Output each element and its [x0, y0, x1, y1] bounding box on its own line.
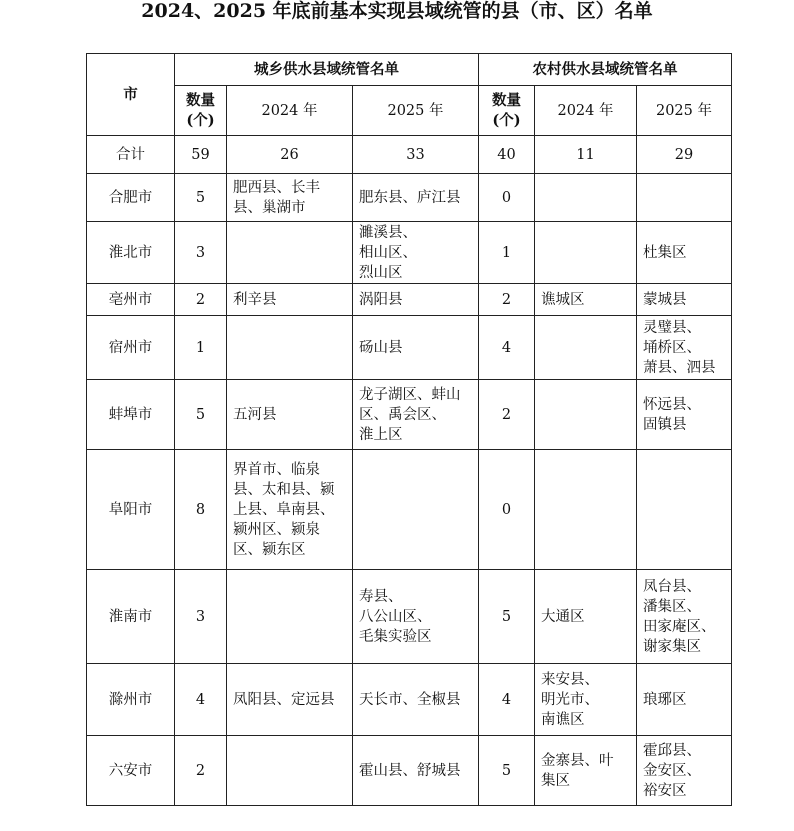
row-ur-2025: [353, 450, 479, 570]
row-city: 宿州市: [87, 316, 175, 380]
row-r-count: 5: [479, 736, 535, 806]
table-row: [87, 380, 732, 450]
table-row: [87, 570, 732, 664]
row-r-2024: [535, 174, 637, 222]
row-r-2025: 杜集区: [637, 222, 732, 284]
row-r-2024: 来安县、 明光市、 南谯区: [535, 664, 637, 736]
row-ur-2025: 涡阳县: [353, 284, 479, 316]
row-ur-2025: 天长市、全椒县: [353, 664, 479, 736]
total-ur-2025: 33: [353, 136, 479, 174]
row-r-2025: 怀远县、 固镇县: [637, 380, 732, 450]
row-ur-2024: 凤阳县、定远县: [227, 664, 353, 736]
row-r-count: 5: [479, 570, 535, 664]
row-ur-2024: 利辛县: [227, 284, 353, 316]
row-ur-count: 4: [175, 664, 227, 736]
row-r-2024: [535, 316, 637, 380]
row-r-count: 2: [479, 380, 535, 450]
row-ur-count: 3: [175, 222, 227, 284]
row-ur-2024: [227, 570, 353, 664]
row-r-2025: [637, 450, 732, 570]
row-ur-2024: [227, 736, 353, 806]
row-city: 滁州市: [87, 664, 175, 736]
row-ur-2025: 砀山县: [353, 316, 479, 380]
row-r-count: 0: [479, 174, 535, 222]
row-ur-2025: 龙子湖区、蚌山 区、禹会区、 淮上区: [353, 380, 479, 450]
header-urban-rural-group: 城乡供水县域统管名单: [175, 54, 479, 86]
row-ur-count: 3: [175, 570, 227, 664]
table-row: [87, 174, 732, 222]
header-rural-group: 农村供水县域统管名单: [479, 54, 732, 86]
total-r-2025: 29: [637, 136, 732, 174]
row-r-2025: [637, 174, 732, 222]
row-r-2025: 霍邱县、 金安区、 裕安区: [637, 736, 732, 806]
total-r-count: 40: [479, 136, 535, 174]
row-r-count: 4: [479, 664, 535, 736]
row-ur-count: 8: [175, 450, 227, 570]
table-row: [87, 316, 732, 380]
row-ur-2024: 肥西县、长丰 县、巢湖市: [227, 174, 353, 222]
row-ur-2025: 肥东县、庐江县: [353, 174, 479, 222]
row-r-2025: 灵璧县、 埇桥区、 萧县、泗县: [637, 316, 732, 380]
row-r-count: 1: [479, 222, 535, 284]
header-r-count: 数量 (个): [479, 86, 535, 136]
row-ur-2024: 五河县: [227, 380, 353, 450]
row-ur-count: 1: [175, 316, 227, 380]
table-row: [87, 222, 732, 284]
row-r-count: 0: [479, 450, 535, 570]
table-row: [87, 450, 732, 570]
header-r-2024: 2024 年: [535, 86, 637, 136]
row-city: 亳州市: [87, 284, 175, 316]
row-city: 合肥市: [87, 174, 175, 222]
table-row: [87, 736, 732, 806]
row-r-2024: [535, 222, 637, 284]
row-city: 淮南市: [87, 570, 175, 664]
total-r-2024: 11: [535, 136, 637, 174]
county-list-table: [86, 53, 732, 806]
row-ur-2025: 寿县、 八公山区、 毛集实验区: [353, 570, 479, 664]
row-r-2025: 凤台县、 潘集区、 田家庵区、 谢家集区: [637, 570, 732, 664]
row-ur-2025: 霍山县、舒城县: [353, 736, 479, 806]
table-row: [87, 664, 732, 736]
row-r-2024: 金寨县、叶 集区: [535, 736, 637, 806]
row-r-2025: 琅琊区: [637, 664, 732, 736]
table-row: [87, 284, 732, 316]
row-city: 六安市: [87, 736, 175, 806]
total-ur-2024: 26: [227, 136, 353, 174]
header-ur-count: 数量 (个): [175, 86, 227, 136]
row-r-2024: 大通区: [535, 570, 637, 664]
header-ur-2024: 2024 年: [227, 86, 353, 136]
row-ur-count: 2: [175, 284, 227, 316]
header-city: 市: [87, 54, 175, 136]
row-ur-count: 2: [175, 736, 227, 806]
row-ur-2024: [227, 222, 353, 284]
row-city: 蚌埠市: [87, 380, 175, 450]
row-r-count: 2: [479, 284, 535, 316]
row-r-count: 4: [479, 316, 535, 380]
row-r-2024: [535, 450, 637, 570]
row-ur-count: 5: [175, 174, 227, 222]
row-ur-2024: [227, 316, 353, 380]
total-ur-count: 59: [175, 136, 227, 174]
total-row: [87, 136, 732, 174]
row-ur-count: 5: [175, 380, 227, 450]
document-title: 2024、2025 年底前基本实现县域统管的县（市、区）名单: [141, 0, 653, 22]
row-r-2024: 谯城区: [535, 284, 637, 316]
header-ur-2025: 2025 年: [353, 86, 479, 136]
row-r-2024: [535, 380, 637, 450]
header-r-2025: 2025 年: [637, 86, 732, 136]
row-ur-2025: 濉溪县、 相山区、 烈山区: [353, 222, 479, 284]
row-city: 阜阳市: [87, 450, 175, 570]
row-ur-2024: 界首市、临泉 县、太和县、颍 上县、阜南县、 颍州区、颍泉 区、颍东区: [227, 450, 353, 570]
row-city: 淮北市: [87, 222, 175, 284]
total-label: 合计: [87, 136, 175, 174]
row-r-2025: 蒙城县: [637, 284, 732, 316]
